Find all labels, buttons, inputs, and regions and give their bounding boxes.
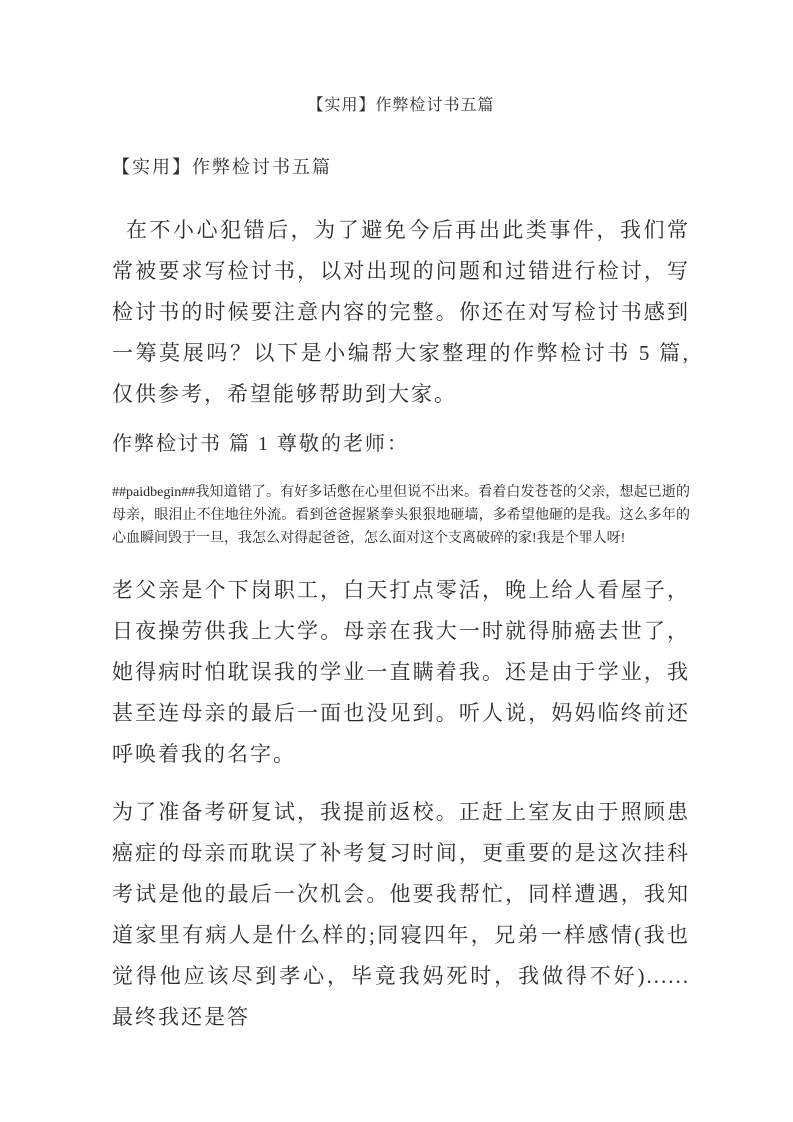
paragraph-father: 老父亲是个下岗职工，白天打点零活，晚上给人看屋子，日夜操劳供我上大学。母亲在我大一时就得肺癌去世了，她得病时怕耽误我的学业一直瞒着我。还是由于学业，我甚至连母亲的最后一面也没见到。听人说，妈妈临终前还呼唤着我的名字。 [112, 578, 690, 766]
doc-heading: 【实用】作弊检讨书五篇 [112, 157, 332, 177]
section-heading: 作弊检讨书 篇 1 尊敬的老师： [112, 433, 409, 455]
paragraph-roommate: 为了准备考研复试，我提前返校。正赶上室友由于照顾患癌症的母亲而耽误了补考复习时间，更重要的是这次挂科考试是他的最后一次机会。他要我帮忙，同样遭遇，我知道家里有病人是什么样的;同寝四年，兄弟一样感情(我也觉得他应该尽到孝心，毕竟我妈死时，我做得不好)......最终我还是答 [112, 800, 690, 1029]
paid-note-paragraph: ##paidbegin##我知道错了。有好多话憋在心里但说不出来。看着白发苍苍的父亲，想起已逝的母亲，眼泪止不住地往外流。看到爸爸握紧拳头狠狠地砸墙，多希望他砸的是我。这么多年的心血瞬间毁于一旦，我怎么对得起爸爸，怎么面对这个支离破碎的家!我是个罪人呀! [112, 485, 690, 546]
intro-paragraph: 在不小心犯错后，为了避免今后再出此类事件，我们常常被要求写检讨书，以对出现的问题和过错进行检讨，写检讨书的时候要注意内容的完整。你还在对写检讨书感到一筹莫展吗？以下是小编帮大家整理的作弊检讨书 5 篇,仅供参考，希望能够帮助到大家。 [112, 218, 690, 406]
doc-title: 【实用】作弊检讨书五篇 [307, 97, 495, 114]
